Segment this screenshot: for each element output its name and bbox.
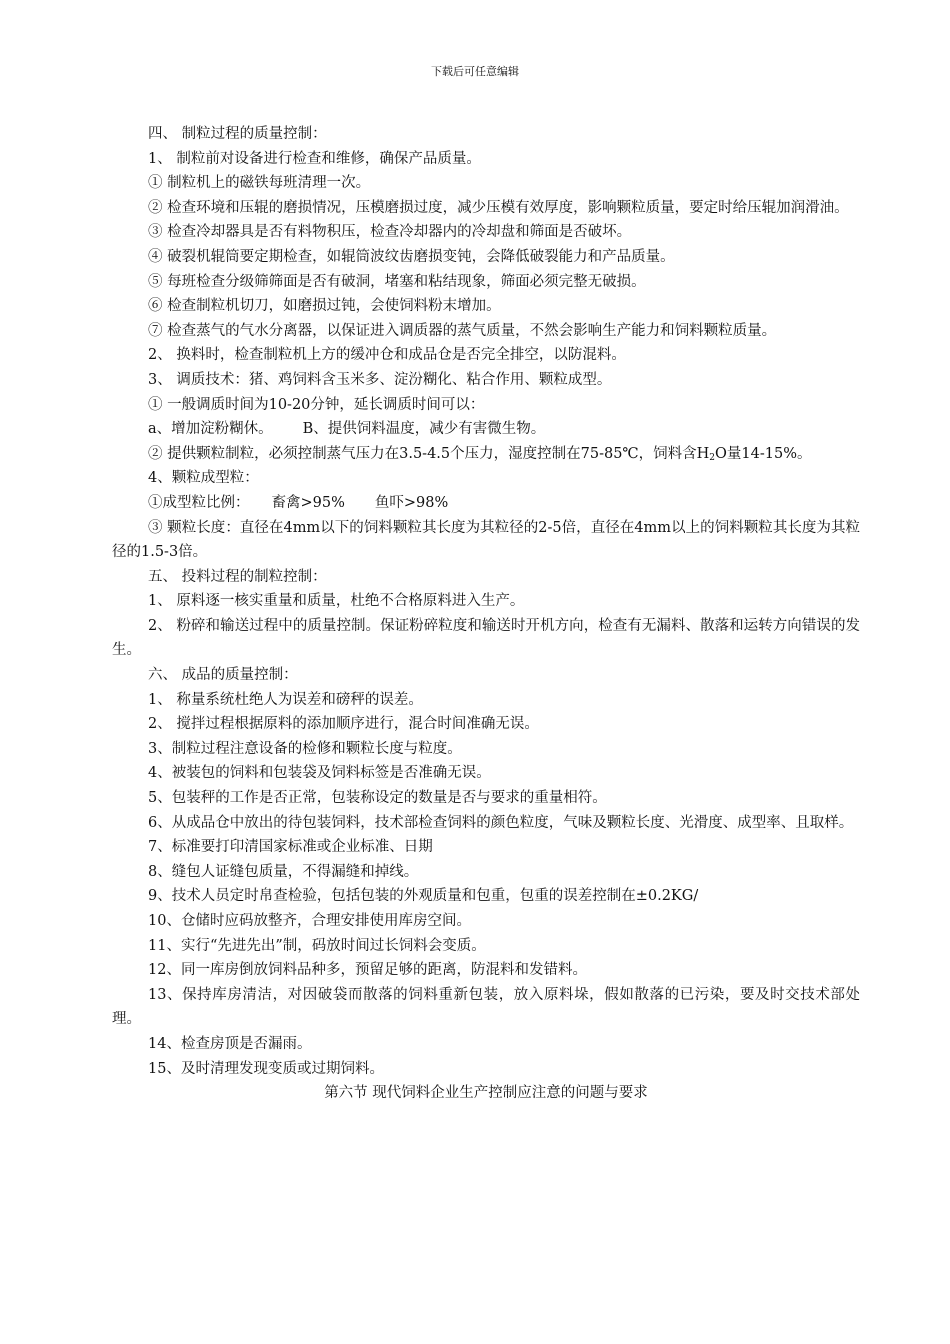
list-item: ① 制粒机上的磁铁每班清理一次。 — [148, 175, 371, 192]
sub-item-b: B、提供饲料温度，减少有害微生物。 — [302, 421, 546, 438]
subscript: 2 — [709, 452, 716, 463]
list-item — [112, 442, 860, 467]
section-heading-6: 六、 成品的质量控制： — [148, 667, 298, 684]
list-item: ⑦ 检查蒸气的气水分离器，以保证进入调质器的蒸气质量，不然会影响生产能力和饲料颗粒质量。 — [148, 322, 777, 339]
list-item: 6、从成品仓中放出的待包装饲料，技术部检查饲料的颜色粒度，气味及颗粒长度、光滑度、成型率、且取样。 — [148, 814, 854, 831]
list-item: 14、检查房顶是否漏雨。 — [148, 1035, 312, 1052]
section-heading-4: 四、 制粒过程的质量控制： — [148, 126, 327, 142]
list-item-text: O量14-15%。 — [715, 445, 812, 462]
list-item: 5、包装秤的工作是否正常，包装称设定的数量是否与要求的重量相符。 — [148, 790, 607, 807]
list-item: 8、缝包人证缝包质量，不得漏缝和掉线。 — [148, 863, 419, 880]
list-item: 1、 称量系统杜绝人为误差和磅秤的误差。 — [148, 691, 423, 708]
list-item: 7、标准要打印清国家标准或企业标准、日期 — [148, 839, 433, 856]
list-item: 2、 搅拌过程根据原料的添加顺序进行，混合时间准确无误。 — [148, 716, 539, 733]
list-item: 3、制粒过程注意设备的检修和颗粒长度与粒度。 — [148, 740, 462, 757]
ratio-fish: 鱼吓>98% — [374, 494, 449, 511]
list-item: 4、颗粒成型粒： — [148, 470, 259, 487]
list-item: 12、同一库房倒放饲料品种多，预留足够的距离，防混料和发错料。 — [148, 962, 587, 979]
list-item: 13、保持库房清洁，对因破袋而散落的饲料重新包装，放入原料垛，假如散落的已污染，要及时交技术部处理。 — [112, 986, 860, 1028]
list-item: ④ 破裂机辊筒要定期检查，如辊筒波纹齿磨损变钝，会降低破裂能力和产品质量。 — [148, 248, 675, 265]
list-item: 1、 原料逐一核实重量和质量，杜绝不合格原料进入生产。 — [148, 593, 525, 610]
list-item: 11、实行“先进先出”制，码放时间过长饲料会变质。 — [148, 937, 486, 954]
list-item: ⑥ 检查制粒机切刀，如磨损过钝，会使饲料粉末增加。 — [148, 298, 501, 315]
list-item: ③ 颗粒长度：直径在4mm以下的饲料颗粒其长度为其粒径的2-5倍，直径在4mm以上的饲料颗粒其长度为其粒径的1.5-3倍。 — [112, 519, 860, 561]
document-body — [112, 122, 860, 1106]
list-item: 4、被装包的饲料和包装袋及饲料标签是否准确无误。 — [148, 765, 491, 782]
list-item: 2、 换料时，检查制粒机上方的缓冲仓和成品仓是否完全排空，以防混料。 — [148, 347, 626, 364]
list-item: 10、仓储时应码放整齐，合理安排使用库房空间。 — [148, 913, 471, 929]
list-item — [112, 417, 860, 442]
ratio-poultry: 畜禽>95% — [271, 494, 345, 511]
list-item: 2、 粉碎和输送过程中的质量控制。保证粉碎粒度和输送时开机方向，检查有无漏料、散落和运转方向错误的发生。 — [112, 617, 860, 659]
list-item: ① 一般调质时间为10-20分钟，延长调质时间可以： — [148, 396, 485, 413]
list-item: ⑤ 每班检查分级筛筛面是否有破洞，堵塞和粘结现象，筛面必须完整无破损。 — [148, 273, 646, 290]
section-heading-5: 五、 投料过程的制粒控制： — [148, 568, 327, 585]
list-item: 1、 制粒前对设备进行检查和维修，确保产品质量。 — [148, 150, 481, 167]
list-item: 15、及时清理发现变质或过期饲料。 — [148, 1060, 384, 1077]
list-item-text: ② 提供颗粒制粒，必须控制蒸气压力在3.5-4.5个压力，湿度控制在75-85℃，饲料含H — [148, 445, 710, 462]
list-item: ② 检查环境和压辊的磨损情况，压模磨损过度，减少压模有效厚度，影响颗粒质量，要定时给压辊加润滑油。 — [148, 199, 849, 216]
ratio-label: ①成型粒比例： — [148, 494, 250, 511]
list-item: 3、 调质技术：猪、鸡饲料含玉米多、淀汾糊化、粘合作用、颗粒成型。 — [148, 371, 612, 388]
list-item — [112, 491, 860, 516]
list-item: 9、技术人员定时帛查检验，包括包装的外观质量和包重，包重的误差控制在±0.2KG/ — [148, 888, 699, 905]
sub-item-a: a、增加淀粉糊休。 — [148, 421, 273, 438]
list-item: ③ 检查冷却器具是否有料物积压，检查冷却器内的冷却盘和筛面是否破坏。 — [148, 224, 632, 241]
next-section-heading: 第六节 现代饲料企业生产控制应注意的问题与要求 — [324, 1085, 648, 1102]
page-header-note: 下载后可任意编辑 — [431, 65, 519, 78]
